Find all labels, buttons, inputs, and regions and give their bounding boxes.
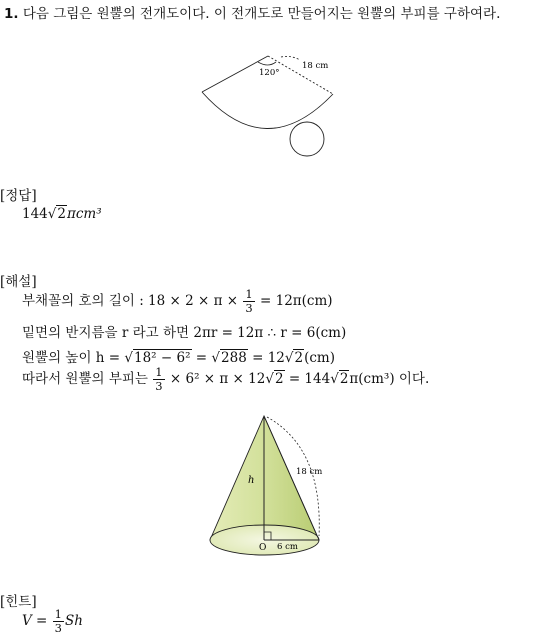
height-label: h — [248, 475, 255, 486]
explanation-header: [해설] — [0, 274, 37, 290]
line1-frac-den: 3 — [245, 301, 253, 315]
radius-label: 6 cm — [277, 542, 298, 552]
length-label: 18 cm — [302, 61, 329, 71]
hint-frac-num: 1 — [54, 607, 62, 621]
hint-lhs: V = — [22, 613, 48, 629]
line1-frac-num: 1 — [245, 287, 253, 301]
answer-coeff: 144 — [22, 206, 48, 222]
line4-root2: 2 — [339, 371, 349, 387]
answer-tail: πcm³ — [66, 206, 102, 222]
answer-value: 144√2πcm³ — [22, 206, 102, 222]
line4-frac-num: 1 — [155, 365, 163, 379]
explanation-line4: 따라서 원뿔의 부피는 $\frac{1}{3}$ × 6² × π × 12√2 = 144√2π(cm³) 이다. — [22, 365, 430, 393]
hint-fraction — [53, 608, 64, 635]
line3-mid2: = 12 — [252, 350, 285, 366]
hint-rhs: Sh — [64, 613, 83, 629]
length-arc — [281, 56, 300, 60]
line1-suffix: = 12π(cm) — [260, 293, 333, 309]
line4-prefix: 따라서 원뿔의 부피는 — [22, 371, 148, 387]
explanation-line3: 원뿔의 높이 h = √18² − 6² = √288 = 12√2(cm) — [22, 350, 335, 366]
line4-root1: 2 — [274, 371, 284, 387]
line3-prefix: 원뿔의 높이 h = — [22, 350, 121, 366]
line4-suffix: π(cm³) 이다. — [349, 371, 430, 387]
answer-header: [정답] — [0, 188, 37, 204]
line3-root2: 288 — [221, 350, 247, 366]
question — [4, 2, 532, 27]
cone-figure — [205, 408, 335, 568]
line4-mid2: = 144 — [288, 371, 331, 387]
hint-formula — [22, 608, 83, 635]
line4-mid: × 6² × π × 12 — [169, 371, 266, 387]
line3-mid: = — [195, 350, 208, 366]
base-circle — [290, 122, 324, 156]
line4-frac-den: 3 — [155, 379, 163, 393]
line1-fraction — [243, 288, 254, 315]
center-label: O — [259, 543, 267, 553]
slant-label: 18 cm — [296, 467, 323, 477]
angle-label: 120° — [259, 68, 280, 78]
question-number: 1. — [4, 6, 19, 22]
angle-arc — [258, 62, 276, 65]
question-text: 다음 그림은 원뿔의 전개도이다. 이 전개도로 만들어지는 원뿔의 부피를 구하여라. — [22, 6, 501, 22]
answer-root: 2 — [57, 206, 66, 222]
cone-net-figure — [196, 52, 341, 162]
explanation-line2: 밑면의 반지름을 r 라고 하면 2πr = 12π ∴ r = 6(cm) — [22, 325, 347, 341]
hint-header: [힌트] — [0, 594, 37, 610]
line3-root3: 2 — [294, 350, 304, 366]
line3-suffix: (cm) — [304, 350, 335, 366]
line3-root1: 18² − 6² — [134, 350, 191, 366]
hint-frac-den: 3 — [54, 621, 62, 635]
line4-fraction — [153, 366, 164, 393]
explanation-line1 — [22, 288, 333, 315]
line1-prefix: 부채꼴의 호의 길이 : 18 × 2 × π × — [22, 293, 239, 309]
